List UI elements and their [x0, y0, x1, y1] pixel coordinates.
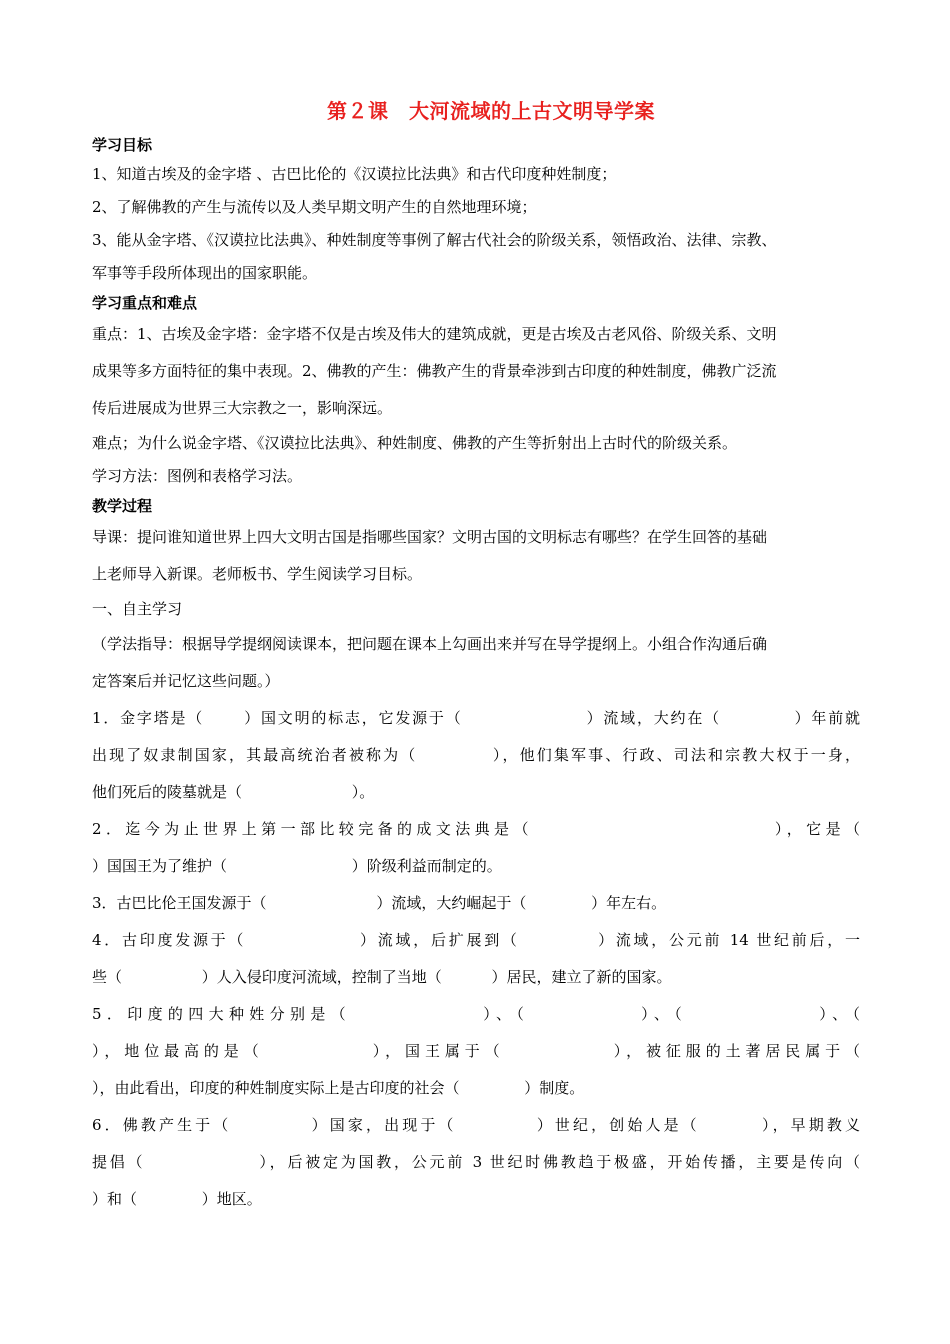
key-point-line: 重点：1、古埃及金字塔：金字塔不仅是古埃及伟大的建筑成就，更是古埃及古老风俗、阶级关系、文明 [92, 325, 777, 343]
page-title: 第２课 大河流域的上古文明导学案 [327, 99, 655, 123]
section-heading-process: 教学过程 [92, 497, 153, 515]
question-line: 些（ ）人入侵印度河流域，控制了当地（ ）居民，建立了新的国家。 [92, 968, 672, 986]
question-line: 6．佛教产生于（ ）国家，出现于（ ）世纪，创始人是（ ），早期教义 [92, 1116, 860, 1134]
goal-item: 2、了解佛教的产生与流传以及人类早期文明产生的自然地理环境； [92, 198, 537, 216]
method-line: 学习方法：图例和表格学习法。 [92, 467, 303, 485]
self-study-heading: 一、自主学习 [92, 600, 183, 618]
question-line: ）国国王为了维护（ ）阶级利益而制定的。 [92, 857, 502, 875]
difficulty-line: 难点；为什么说金字塔、《汉谟拉比法典》、种姓制度、佛教的产生等折射出上古时代的阶级关系。 [92, 434, 738, 452]
document-page [92, 96, 860, 1218]
goal-item: 3、能从金字塔、《汉谟拉比法典》、种姓制度等事例了解古代社会的阶级关系，领悟政治、法律、宗教、 [92, 231, 777, 249]
section-heading-goals: 学习目标 [92, 136, 153, 154]
question-line: 5．印度的四大种姓分别是（ ）、（ ）、（ ）、（ [92, 1005, 860, 1023]
question-line: ）和（ ）地区。 [92, 1190, 262, 1208]
question-line: 1．金字塔是（ ）国文明的标志，它发源于（ ）流域，大约在（ ）年前就 [92, 709, 860, 727]
process-line: 上老师导入新课。老师板书、学生阅读学习目标。 [92, 565, 423, 583]
goal-item: 军事等手段所体现出的国家职能。 [92, 264, 318, 282]
question-line: 4．古印度发源于（ ）流域，后扩展到（ ）流域，公元前 14 世纪前后，一 [92, 931, 860, 949]
process-line: （学法指导：根据导学提纲阅读课本，把问题在课本上勾画出来并写在导学提纲上。小组合作沟通后确 [92, 635, 768, 653]
process-line: 定答案后并记忆这些问题。） [92, 672, 280, 690]
process-line: 导课：提问谁知道世界上四大文明古国是指哪些国家？文明古国的文明标志有哪些？在学生回答的基础 [92, 528, 768, 546]
key-point-line: 传后进展成为世界三大宗教之一，影响深远。 [92, 399, 393, 417]
question-line: 2．迄今为止世界上第一部比较完备的成文法典是（ ），它是（ [92, 820, 860, 838]
goal-item: 1、知道古埃及的金字塔 、古巴比伦的《汉谟拉比法典》和古代印度种姓制度； [92, 165, 617, 183]
question-line: 他们死后的陵墓就是（ ）。 [92, 783, 375, 801]
question-line: 提倡（ ），后被定为国教，公元前 3 世纪时佛教趋于极盛，开始传播，主要是传向（ [92, 1153, 860, 1171]
section-heading-key-points: 学习重点和难点 [92, 294, 198, 312]
question-line: 3．古巴比伦王国发源于（ ）流域，大约崛起于（ ）年左右。 [92, 894, 667, 912]
question-line: ），由此看出，印度的种姓制度实际上是古印度的社会（ ）制度。 [92, 1079, 585, 1097]
question-line: ），地位最高的是（ ），国王属于（ ），被征服的土著居民属于（ [92, 1042, 860, 1060]
key-point-line: 成果等多方面特征的集中表现。2、佛教的产生：佛教产生的背景牵涉到古印度的种姓制度，佛教广泛流 [92, 362, 777, 380]
question-line: 出现了奴隶制国家，其最高统治者被称为（ ），他们集军事、行政、司法和宗教大权于一身， [92, 746, 860, 764]
